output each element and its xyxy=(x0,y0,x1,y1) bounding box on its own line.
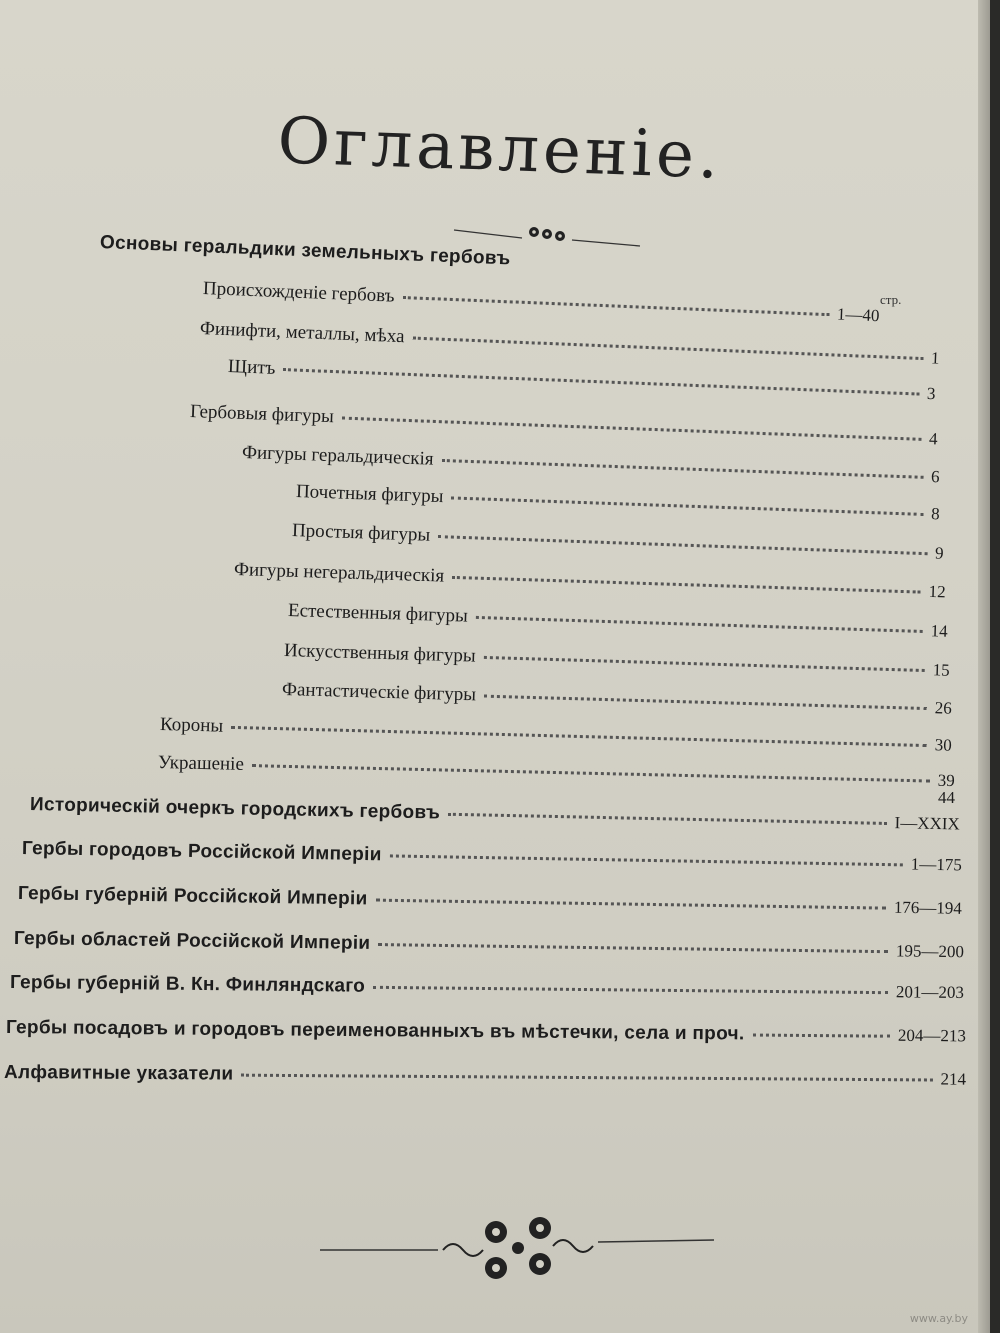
toc-entry-page: 44 xyxy=(938,788,955,807)
toc-entry-page: 14 xyxy=(930,621,948,641)
toc-entry-title: Гербы посадовъ и городовъ переименованныхъ въ мѣстечки, села и проч. xyxy=(5,1017,745,1045)
toc-entry-page: I—XXIX xyxy=(894,813,961,834)
toc-dot-leader xyxy=(476,616,923,633)
toc-entry-page: 204—213 xyxy=(897,1025,967,1046)
toc-entry xyxy=(14,928,964,963)
toc-entry-title: Гербы губерній Россійской Имперіи xyxy=(17,883,368,910)
toc-entry-title: Простыя фигуры xyxy=(291,520,431,546)
toc-entry xyxy=(10,972,964,1004)
toc-entry xyxy=(203,278,880,327)
toc-entry xyxy=(242,442,940,488)
toc-entry-title: Гербовыя фигуры xyxy=(189,401,335,428)
page-column-label: стр. xyxy=(880,292,902,307)
toc-entry-page: 201—203 xyxy=(895,982,965,1002)
toc-entry-title: Короны xyxy=(159,714,224,737)
toc-entry-page: 1—40 xyxy=(836,304,880,326)
toc-entry-page: 1 xyxy=(930,348,940,368)
toc-entry-page: 6 xyxy=(930,467,940,487)
toc-dot-leader xyxy=(451,496,923,515)
toc-dot-leader xyxy=(342,417,921,441)
toc-entry-page: 15 xyxy=(932,660,951,680)
toc-entry-page: 39 xyxy=(937,770,956,791)
toc-entry-title: Почетныя фигуры xyxy=(295,481,444,508)
toc-entry xyxy=(282,679,952,720)
toc-entry xyxy=(296,481,940,525)
toc-entry xyxy=(190,401,938,450)
toc-entry-page: 1—175 xyxy=(910,854,963,875)
watermark: www.ay.by xyxy=(909,1312,968,1325)
toc-entry-title: Алфавитные указатели xyxy=(3,1062,234,1085)
toc-dot-leader xyxy=(484,695,927,710)
toc-dot-leader xyxy=(373,986,888,994)
toc-entry-title: Щитъ xyxy=(227,356,276,379)
toc-entry xyxy=(99,232,511,270)
toc-entry xyxy=(22,838,962,876)
toc-entry xyxy=(160,714,952,757)
toc-dot-leader xyxy=(402,296,829,316)
toc-dot-leader xyxy=(452,576,921,594)
toc-entry-title: Основы геральдики земельныхъ гербовъ xyxy=(99,232,511,270)
toc-dot-leader xyxy=(252,764,930,782)
toc-entry xyxy=(284,640,950,682)
toc-entry-title: Финифти, металлы, мѣха xyxy=(199,318,405,348)
toc-entry-title: Гербы областей Россійской Имперіи xyxy=(13,928,371,954)
toc-entry-page: 4 xyxy=(928,429,938,449)
toc-dot-leader xyxy=(378,943,888,953)
toc-dot-leader xyxy=(752,1034,890,1038)
toc-entry-title: Фигуры геральдическія xyxy=(241,442,434,470)
toc-entry-title: Фигуры негеральдическія xyxy=(233,559,445,587)
toc-entry-title: Естественныя фигуры xyxy=(287,600,469,627)
toc-dot-leader xyxy=(231,726,927,747)
toc-entry-title: Гербы городовъ Россійской Имперіи xyxy=(21,838,382,866)
toc-entry xyxy=(292,520,944,565)
toc-entry xyxy=(288,600,948,643)
toc-entry-title: Гербы губерній В. Кн. Финляндскаго xyxy=(9,972,366,997)
toc-dot-leader xyxy=(390,854,903,866)
toc-entry-page: 195—200 xyxy=(895,941,965,962)
toc-entry-page: 176—194 xyxy=(893,897,963,918)
toc-entry-page: 12 xyxy=(928,581,946,602)
toc-entry-title: Происхожденіе гербовъ xyxy=(202,278,395,307)
toc-entry-title: Фантастическіе фигуры xyxy=(281,679,477,706)
toc-dot-leader xyxy=(376,899,886,910)
toc-dot-leader xyxy=(241,1074,932,1082)
toc-dot-leader xyxy=(283,368,919,395)
page-title: Оглавленіе. xyxy=(276,104,724,194)
toc-entry xyxy=(158,752,955,792)
toc-entry-page: 26 xyxy=(934,698,953,718)
toc-entry xyxy=(18,883,962,920)
toc-entry-title: Украшеніе xyxy=(157,752,245,775)
toc-entry-title: Искусственныя фигуры xyxy=(283,640,476,667)
toc-entry-title: Историческій очеркъ городскихъ гербовъ xyxy=(29,794,441,824)
bottom-ornament xyxy=(318,1210,718,1300)
toc-dot-leader xyxy=(412,337,923,360)
toc-entry xyxy=(234,559,946,603)
toc-entry-page: 3 xyxy=(926,383,936,404)
toc-dot-leader xyxy=(448,813,887,825)
toc-entry-page: 9 xyxy=(934,543,944,563)
toc-entry xyxy=(6,1017,966,1047)
toc-entry-page: 8 xyxy=(930,504,940,524)
toc-dot-leader xyxy=(442,459,924,479)
toc-entry-page: 30 xyxy=(934,735,952,755)
toc-entry-page: 214 xyxy=(940,1069,967,1089)
toc-entry xyxy=(4,1062,966,1091)
toc-dot-leader xyxy=(438,535,927,555)
toc-dot-leader xyxy=(484,656,925,672)
